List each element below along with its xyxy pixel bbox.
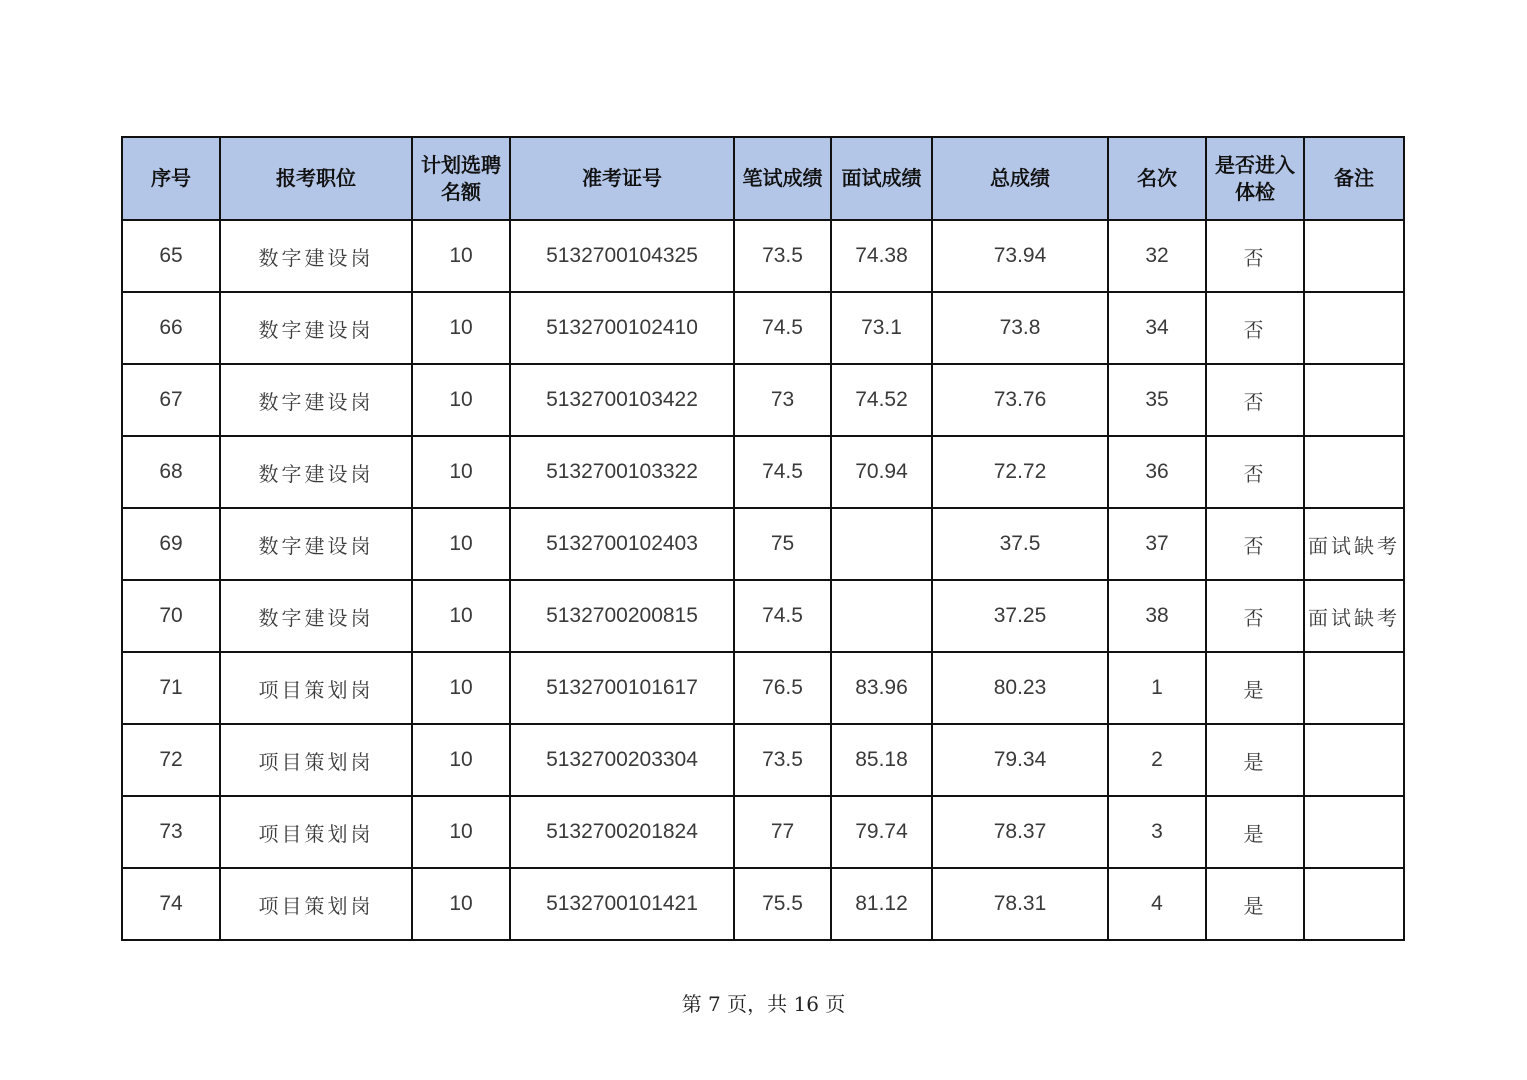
column-header-text: 是否进入	[1215, 152, 1295, 177]
cell-quota: 10	[412, 724, 510, 796]
cell-total: 37.25	[932, 580, 1108, 652]
cell-total: 73.8	[932, 292, 1108, 364]
column-header-text: 名次	[1137, 166, 1177, 190]
cell-physical: 是	[1206, 868, 1304, 940]
cell-seq: 71	[122, 652, 220, 724]
table-row	[122, 364, 1404, 436]
cell-seq: 67	[122, 364, 220, 436]
cell-exam-no: 5132700103422	[510, 364, 734, 436]
table-row	[122, 580, 1404, 652]
cell-quota: 10	[412, 508, 510, 580]
cell-remark	[1304, 292, 1404, 364]
cell-interview: 85.18	[831, 724, 932, 796]
cell-exam-no: 5132700200815	[510, 580, 734, 652]
results-table	[121, 136, 1405, 941]
cell-total: 78.37	[932, 796, 1108, 868]
table-body	[122, 220, 1404, 940]
cell-rank: 1	[1108, 652, 1206, 724]
cell-quota: 10	[412, 220, 510, 292]
cell-written: 73	[734, 364, 831, 436]
cell-position: 项目策划岗	[220, 724, 412, 796]
cell-seq: 65	[122, 220, 220, 292]
column-header-text: 体检	[1235, 179, 1275, 204]
cell-position: 数字建设岗	[220, 580, 412, 652]
column-header-written	[734, 137, 831, 220]
cell-interview: 74.52	[831, 364, 932, 436]
cell-seq: 66	[122, 292, 220, 364]
cell-seq: 72	[122, 724, 220, 796]
column-header-rank	[1108, 137, 1206, 220]
cell-quota: 10	[412, 580, 510, 652]
column-header-remark	[1304, 137, 1404, 220]
column-header-position	[220, 137, 412, 220]
cell-physical: 是	[1206, 724, 1304, 796]
cell-total: 80.23	[932, 652, 1108, 724]
column-header-text: 面试成绩	[841, 166, 922, 190]
cell-seq: 74	[122, 868, 220, 940]
cell-seq: 68	[122, 436, 220, 508]
cell-quota: 10	[412, 652, 510, 724]
cell-rank: 3	[1108, 796, 1206, 868]
cell-seq: 73	[122, 796, 220, 868]
table-row	[122, 868, 1404, 940]
cell-rank: 2	[1108, 724, 1206, 796]
table-row	[122, 220, 1404, 292]
cell-quota: 10	[412, 364, 510, 436]
cell-interview: 79.74	[831, 796, 932, 868]
cell-exam-no: 5132700104325	[510, 220, 734, 292]
column-header-quota	[412, 137, 510, 220]
cell-position: 项目策划岗	[220, 868, 412, 940]
column-header-text: 名额	[441, 179, 481, 204]
cell-total: 37.5	[932, 508, 1108, 580]
cell-remark	[1304, 652, 1404, 724]
cell-interview: 83.96	[831, 652, 932, 724]
cell-written: 73.5	[734, 724, 831, 796]
cell-rank: 32	[1108, 220, 1206, 292]
cell-position: 数字建设岗	[220, 220, 412, 292]
cell-seq: 70	[122, 580, 220, 652]
cell-physical: 是	[1206, 652, 1304, 724]
column-header-text: 总成绩	[990, 166, 1050, 190]
column-header-interview	[831, 137, 932, 220]
cell-total: 73.76	[932, 364, 1108, 436]
cell-position: 数字建设岗	[220, 436, 412, 508]
cell-interview	[831, 580, 932, 652]
cell-rank: 36	[1108, 436, 1206, 508]
column-header-text: 序号	[151, 166, 191, 190]
cell-rank: 4	[1108, 868, 1206, 940]
cell-interview: 70.94	[831, 436, 932, 508]
cell-position: 数字建设岗	[220, 292, 412, 364]
table-row	[122, 436, 1404, 508]
cell-rank: 37	[1108, 508, 1206, 580]
cell-remark	[1304, 364, 1404, 436]
column-header-text: 报考职位	[276, 166, 356, 190]
cell-physical: 否	[1206, 292, 1304, 364]
table-row	[122, 292, 1404, 364]
column-header-total	[932, 137, 1108, 220]
column-header-physical	[1206, 137, 1304, 220]
cell-quota: 10	[412, 796, 510, 868]
cell-interview: 74.38	[831, 220, 932, 292]
cell-exam-no: 5132700102403	[510, 508, 734, 580]
cell-rank: 34	[1108, 292, 1206, 364]
cell-position: 项目策划岗	[220, 652, 412, 724]
cell-interview: 73.1	[831, 292, 932, 364]
table-row	[122, 652, 1404, 724]
cell-written: 75.5	[734, 868, 831, 940]
cell-written: 74.5	[734, 436, 831, 508]
cell-total: 73.94	[932, 220, 1108, 292]
cell-remark	[1304, 436, 1404, 508]
cell-exam-no: 5132700101617	[510, 652, 734, 724]
cell-rank: 38	[1108, 580, 1206, 652]
cell-exam-no: 5132700201824	[510, 796, 734, 868]
cell-remark: 面试缺考	[1304, 508, 1404, 580]
cell-written: 73.5	[734, 220, 831, 292]
cell-written: 77	[734, 796, 831, 868]
cell-remark: 面试缺考	[1304, 580, 1404, 652]
cell-interview	[831, 508, 932, 580]
column-header-text: 笔试成绩	[742, 166, 823, 190]
table-row	[122, 796, 1404, 868]
cell-physical: 否	[1206, 436, 1304, 508]
cell-remark	[1304, 724, 1404, 796]
column-header-exam-no	[510, 137, 734, 220]
cell-exam-no: 5132700101421	[510, 868, 734, 940]
cell-total: 79.34	[932, 724, 1108, 796]
cell-written: 74.5	[734, 292, 831, 364]
cell-quota: 10	[412, 868, 510, 940]
column-header-text: 计划选聘	[421, 152, 501, 177]
cell-exam-no: 5132700102410	[510, 292, 734, 364]
cell-physical: 否	[1206, 508, 1304, 580]
cell-written: 75	[734, 508, 831, 580]
cell-position: 项目策划岗	[220, 796, 412, 868]
column-header-seq	[122, 137, 220, 220]
page-number: 第 7 页，共 16 页	[681, 992, 846, 1016]
cell-exam-no: 5132700203304	[510, 724, 734, 796]
cell-rank: 35	[1108, 364, 1206, 436]
table-row	[122, 508, 1404, 580]
column-header-text: 准考证号	[582, 166, 662, 190]
cell-position: 数字建设岗	[220, 508, 412, 580]
cell-exam-no: 5132700103322	[510, 436, 734, 508]
cell-remark	[1304, 220, 1404, 292]
cell-interview: 81.12	[831, 868, 932, 940]
cell-physical: 否	[1206, 580, 1304, 652]
cell-remark	[1304, 796, 1404, 868]
cell-seq: 69	[122, 508, 220, 580]
cell-written: 76.5	[734, 652, 831, 724]
cell-physical: 否	[1206, 220, 1304, 292]
cell-physical: 是	[1206, 796, 1304, 868]
cell-written: 74.5	[734, 580, 831, 652]
cell-physical: 否	[1206, 364, 1304, 436]
cell-quota: 10	[412, 436, 510, 508]
table-header-row	[122, 137, 1404, 220]
cell-quota: 10	[412, 292, 510, 364]
cell-remark	[1304, 868, 1404, 940]
column-header-text: 备注	[1334, 166, 1374, 190]
cell-total: 78.31	[932, 868, 1108, 940]
cell-total: 72.72	[932, 436, 1108, 508]
table-row	[122, 724, 1404, 796]
cell-position: 数字建设岗	[220, 364, 412, 436]
